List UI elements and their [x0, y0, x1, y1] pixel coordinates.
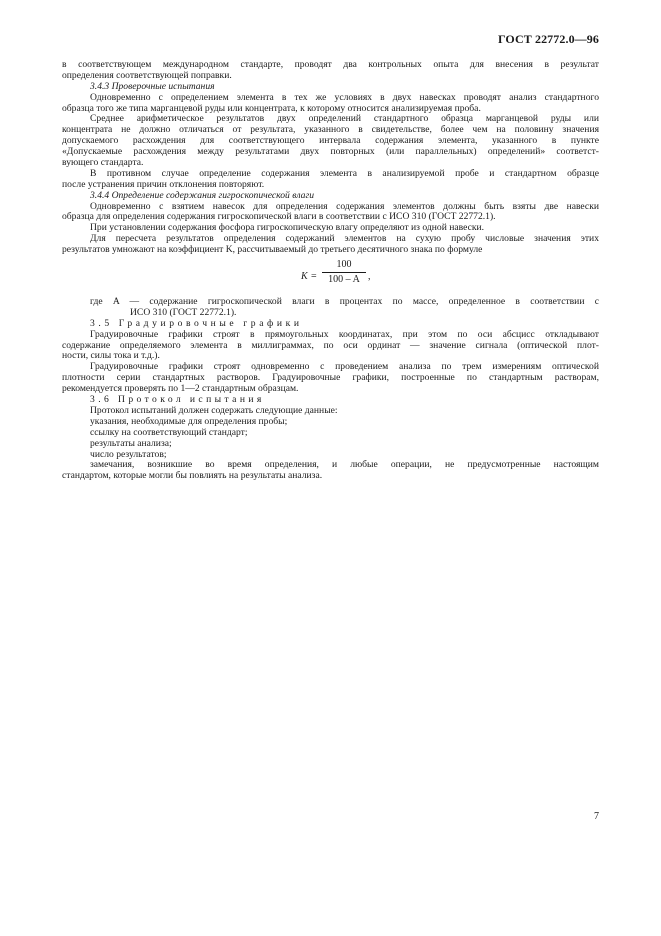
where-clause: где A — содержание гигроскопической влаги в процентах по массе, определенное в соответствии с [90, 297, 599, 308]
text-line: Среднее арифметическое результатов двух определений стандартного образца марганцевой руды или [90, 114, 599, 125]
where-clause: ИСО 310 (ГОСТ 22772.1). [130, 307, 237, 318]
text-line: Одновременно с взятием навесок для определения содержания элементов должны быть взяты две навески [90, 201, 599, 212]
text-line: При установлении содержания фосфора гигроскопическую влагу определяют из одной навески. [90, 223, 485, 234]
list-item: число результатов; [90, 449, 167, 460]
text-line: вующего стандарта. [62, 158, 144, 169]
fraction-bar [322, 272, 366, 273]
page-number: 7 [594, 811, 599, 822]
text-line: содержание определяемого элемента в миллиграммах, по оси ординат — значение сигнала (оптической плот- [62, 340, 599, 351]
text-line: плотности серии стандартных растворов. Градуировочные графики, построенные по стандартным растворам, [62, 373, 599, 384]
text-line: в соответствующем международном стандарте, проводят два контрольных опыта для внесения в результат [62, 60, 599, 70]
text-line: результатов умножают на коэффициент K, рассчитываемый до третьего десятичного знака по формуле [62, 245, 483, 256]
text-line: после устранения причин отклонения повторяют. [62, 179, 265, 190]
list-item: ссылку на соответствующий стандарт; [90, 427, 248, 438]
text-line: Градуировочные графики строят в прямоугольных координатах, при этом по оси абсцисс откладывают [90, 329, 599, 340]
text-line: допускаемого расхождения для соответствующего интервала содержания элемента, указанного в пункте [62, 136, 599, 147]
text-line: концентрата не должно отличаться от результата, указанного в свидетельстве, более чем на половину значения [62, 125, 599, 136]
formula-numerator: 100 [336, 259, 352, 271]
text-line: «Допускаемые расхождения между результатами двух повторных (или параллельных) определений» соответст- [62, 147, 599, 158]
section-heading-3-6: 3.6 Протокол испытания [90, 395, 265, 406]
text-line: рекомендуется проверять по 1—2 стандартным образцам. [62, 384, 299, 395]
section-heading-3-4-4: 3.4.4 Определение содержания гигроскопической влаги [90, 190, 315, 201]
list-item: замечания, возникшие во время определения, и любые операции, не предусмотренные настоящим [90, 460, 599, 471]
formula-denominator: 100 – A [328, 274, 360, 286]
text-line: стандартом, которые могли бы повлиять на результаты анализа. [62, 471, 323, 482]
document-body [62, 60, 599, 482]
text-line: Для пересчета результатов определения содержаний элементов на сухую пробу числовые значения этих [90, 234, 599, 245]
text-line: В противном случае определение содержания элемента в анализируемой пробе и стандартном образце [90, 168, 599, 179]
section-heading-3-5: 3.5 Градуировочные графики [90, 318, 303, 329]
formula-equals: = [311, 271, 317, 283]
standard-header: ГОСТ 22772.0—96 [498, 32, 599, 46]
formula-lhs: K [301, 271, 308, 283]
text-line: образца для определения содержания гигроскопической влаги в соответствии с ИСО 310 (ГОСТ 22772.1). [62, 212, 496, 223]
text-line: определения соответствующей поправки. [62, 70, 232, 81]
text-line: Одновременно с определением элемента в тех же условиях в двух навесках проводят анализ стандартного [90, 92, 599, 103]
text-line: ности, силы тока и т.д.). [62, 351, 160, 362]
moisture-formula [62, 259, 599, 293]
section-heading-3-4-3: 3.4.3 Проверочные испытания [90, 81, 215, 92]
formula-comma: , [368, 271, 371, 283]
list-item: указания, необходимые для определения пробы; [90, 416, 288, 427]
list-item: результаты анализа; [90, 438, 172, 449]
text-line: Протокол испытаний должен содержать следующие данные: [90, 405, 338, 416]
text-line: Градуировочные графики строят одновременно с проведением анализа по трем измерениям оптической [90, 362, 599, 373]
text-line: образца того же типа марганцевой руды или концентрата, к которому относится анализируемая проба. [62, 103, 481, 114]
